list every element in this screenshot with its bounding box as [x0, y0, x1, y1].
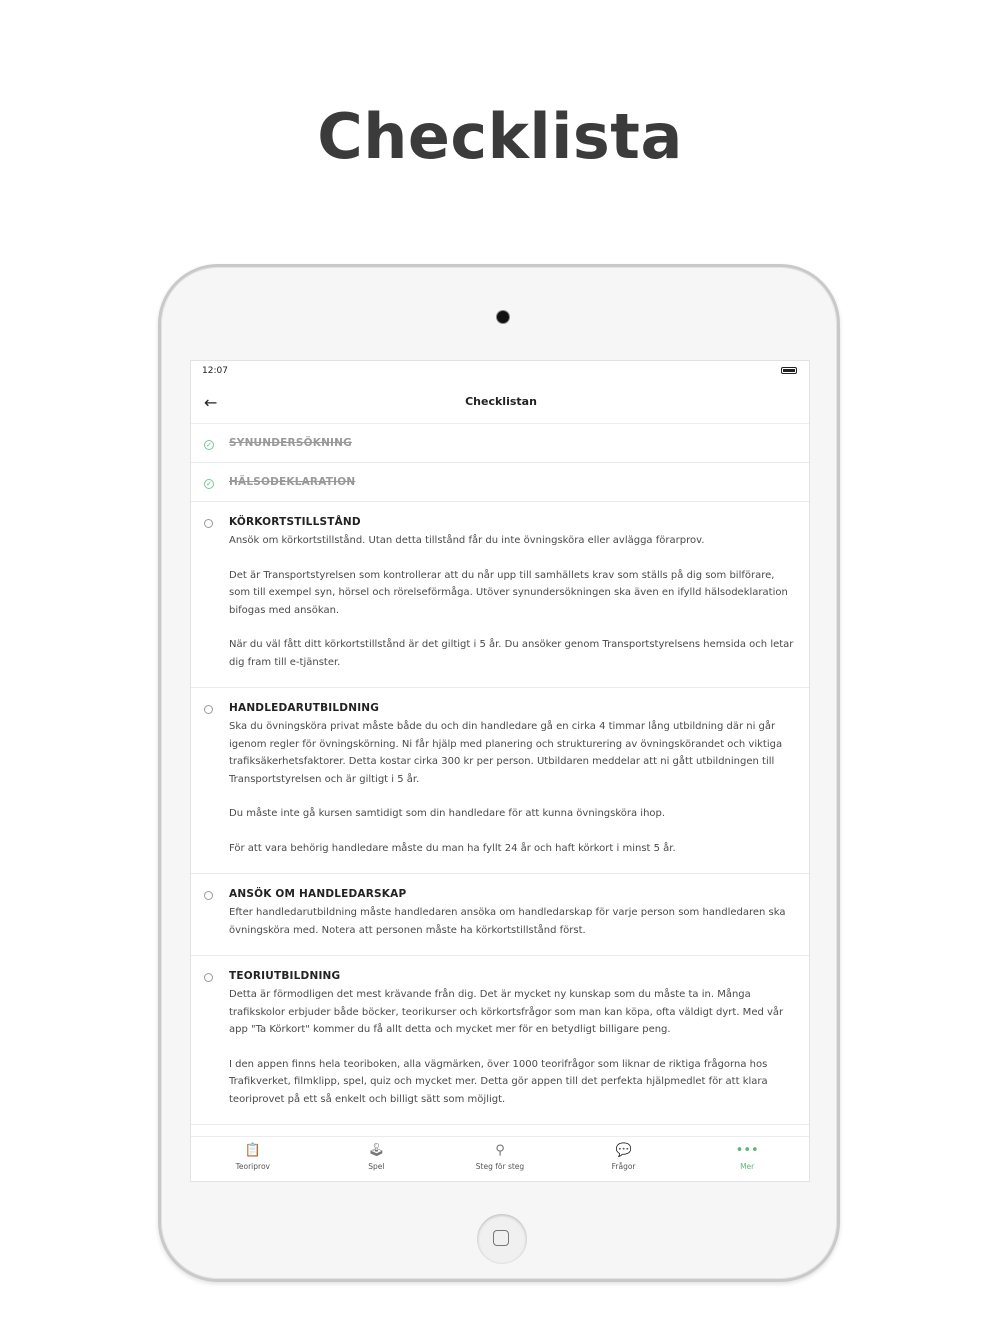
page-title: Checklista — [317, 100, 683, 173]
checklist-item-text: Det är Transportstyrelsen som kontrollerar att du når upp till samhällets krav som ställs på dig som bilförare, som till exempel syn, hörsel och rörelseförmåga. Utöver synundersökningen ska även en ifylld hälsodeklaration bifogas med ansökan. — [229, 569, 788, 616]
tab-spel[interactable] — [315, 1137, 439, 1181]
tab-label: Steg för steg — [475, 1162, 525, 1171]
checklist-item-title: HÄLSODEKLARATION — [229, 476, 356, 488]
navigation-bar — [191, 383, 809, 424]
app-screen — [190, 360, 810, 1182]
checklist-item-text: I den appen finns hela teoriboken, alla vägmärken, över 1000 teorifrågor som liknar de riktiga frågorna hos Trafikverket, filmklipp, spel, quiz och mycket mer. Detta gör appen till det perfekta hjälpmedlet för att klara teoriprovet på ett så enkelt och billigt sätt som möjligt. — [229, 1058, 768, 1105]
checklist-item-title: SYNUNDERSÖKNING — [229, 437, 352, 449]
checklist-item-title: ANSÖK OM HANDLEDARSKAP — [229, 888, 407, 900]
checklist-item[interactable] — [191, 688, 809, 874]
tab-bar — [191, 1136, 809, 1181]
checklist-item[interactable] — [191, 956, 809, 1125]
tab-mer[interactable] — [685, 1137, 809, 1181]
checklist-item[interactable] — [191, 874, 809, 956]
battery-icon — [781, 367, 797, 374]
more-dots-icon: ••• — [735, 1143, 759, 1158]
status-bar — [191, 361, 809, 383]
tab-steg-för-steg[interactable] — [438, 1137, 562, 1181]
camera-icon — [497, 311, 509, 323]
joystick-icon: 🕹 — [368, 1143, 385, 1158]
checklist-item-title: HANDLEDARUTBILDNING — [229, 702, 380, 714]
checklist-item-text: Ska du övningsköra privat måste både du och din handledare gå en cirka 4 timmar lång utbildning där ni går igenom regler för övningskörning. Ni får hjälp med planering och strukturering av övningskörandet och viktiga trafiksäkerhetsfaktorer. Detta kostar cirka 300 kr per person. Utbildaren meddelar att ni gått utbildningen till Transportstyrelsen och är giltigt i 5 år. — [229, 721, 783, 785]
tab-label: Spel — [368, 1162, 385, 1171]
radio-circle-icon[interactable] — [204, 891, 213, 900]
radio-circle-icon[interactable] — [204, 705, 213, 714]
checklist-item-text: Ansök om körkortstillstånd. Utan detta tillstånd får du inte övningsköra eller avlägga förarprov. — [229, 535, 705, 546]
tab-teoriprov[interactable] — [191, 1137, 315, 1181]
checklist-item-title: KÖRKORTSTILLSTÅND — [229, 516, 361, 528]
home-button[interactable] — [477, 1214, 527, 1264]
checklist-item-text: Detta är förmodligen det mest krävande från dig. Det är mycket ny kunskap som du måste ta in. Många trafikskolor erbjuder både böcker, teorikurser och körkortsfrågor som man kan köpa, ofta väldigt dyrt. Med vår app "Ta Körkort" kommer du få allt detta och mycket mer för en betydligt billigare peng. — [229, 989, 784, 1035]
checkmark-icon[interactable]: ✓ — [204, 440, 214, 450]
tab-label: Frågor — [611, 1162, 636, 1171]
checklist-item-title: TEORIUTBILDNING — [229, 970, 341, 982]
route-icon: ⚲ — [495, 1143, 505, 1158]
nav-title: Checklistan — [465, 395, 537, 408]
checklist-item[interactable] — [191, 502, 809, 688]
tab-label: Mer — [740, 1162, 755, 1171]
checklist-item-text: När du väl fått ditt körkortstillstånd är det giltigt i 5 år. Du ansöker genom Transportstyrelsens hemsida och letar dig fram till e-tjänster. — [229, 639, 794, 668]
checklist-item[interactable] — [191, 424, 809, 463]
chat-bubble-icon: 💬 — [615, 1143, 632, 1158]
checklist-item[interactable] — [191, 463, 809, 502]
checklist-item-text: För att vara behörig handledare måste du man ha fyllt 24 år och haft körkort i minst 5 år. — [229, 842, 676, 854]
checklist-item-text: Du måste inte gå kursen samtidigt som din handledare för att kunna övningsköra ihop. — [229, 808, 666, 819]
radio-circle-icon[interactable] — [204, 519, 213, 528]
tab-frågor[interactable] — [562, 1137, 686, 1181]
home-square-icon — [493, 1230, 509, 1246]
checklist-item-text: Efter handledarutbildning måste handledaren ansöka om handledarskap för varje person som handledaren ska övningsköra med. Notera att personen måste ha körkortstillstånd först. — [229, 907, 786, 936]
checklist — [191, 424, 809, 1125]
tab-label: Teoriprov — [235, 1162, 270, 1171]
clipboard-icon: 📋 — [244, 1143, 261, 1158]
radio-circle-icon[interactable] — [204, 973, 213, 982]
back-arrow-icon[interactable]: ← — [204, 393, 218, 412]
checkmark-icon[interactable]: ✓ — [204, 479, 214, 489]
status-time: 12:07 — [202, 366, 228, 376]
